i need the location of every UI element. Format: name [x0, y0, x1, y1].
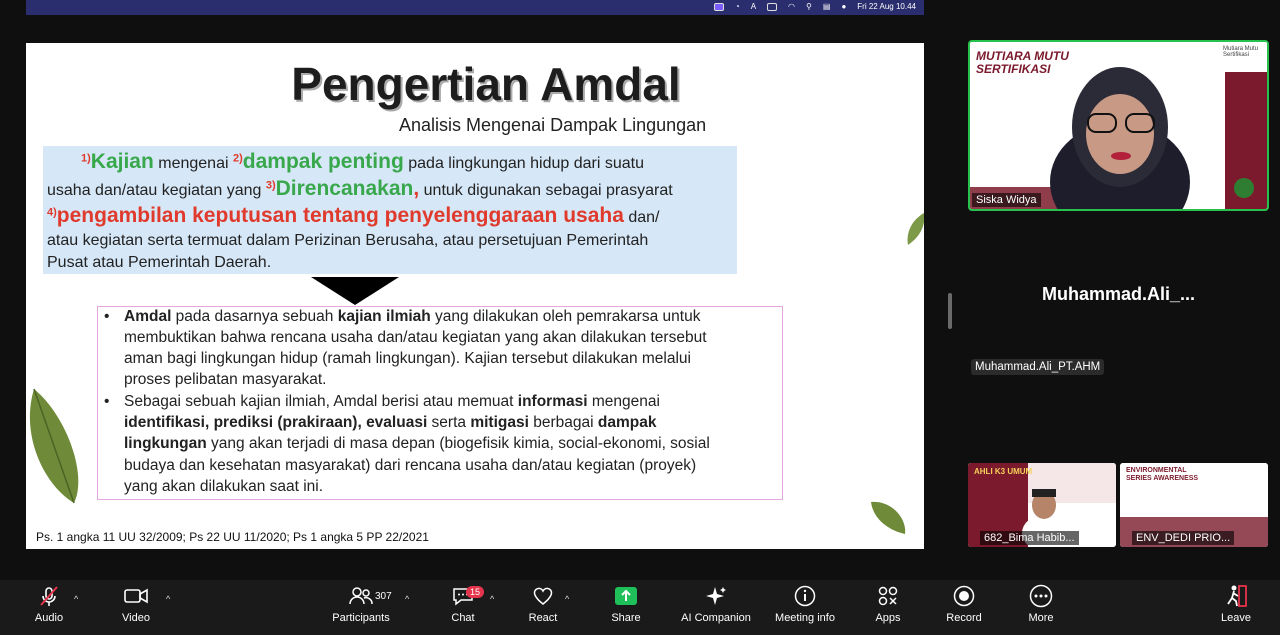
share-button[interactable] [610, 580, 642, 635]
leaf-decoration-icon [869, 498, 909, 538]
bullet-text: mengenai [587, 393, 660, 410]
keyword-kajian: Kajian [90, 150, 154, 173]
marker-4: 4) [47, 206, 57, 219]
more-label: More [1028, 612, 1054, 624]
meeting-info-label: Meeting info [775, 612, 835, 624]
bullet-text: prediksi (prakiraan), evaluasi [213, 414, 428, 431]
bullet-text: mitigasi [470, 414, 529, 431]
apps-label: Apps [875, 612, 901, 624]
meeting-toolbar [0, 580, 1280, 635]
participants-count: 307 [375, 591, 392, 602]
bullet-text: membuktikan bahwa rencana usaha dan/atau kegiatan yang akan dilakukan tersebut [124, 329, 707, 346]
meeting-info-button[interactable] [773, 580, 837, 635]
participant-name-label: ENV_DEDI PRIO... [1132, 531, 1234, 545]
search-icon[interactable]: ⚲ [806, 2, 812, 11]
participant-name-large: Muhammad.Ali_... [1041, 284, 1196, 304]
bullet-text: yang akan terjadi di masa depan (biogefisik kimia, social-ekonomi, sosial [206, 435, 710, 452]
bullet-text: yang akan dilakukan saat ini. [124, 478, 324, 495]
leaf-decoration-icon [26, 385, 82, 505]
bullet-text: pada dasarnya sebuah [171, 308, 338, 325]
brand-text [976, 50, 1069, 76]
definition-box [43, 146, 737, 274]
bullet-text: dampak [597, 414, 657, 431]
leave-icon [1224, 580, 1248, 612]
participant-name-label: Muhammad.Ali_PT.AHM [971, 359, 1104, 375]
camera-icon [124, 580, 148, 612]
bullet-text: Sebagai sebuah kajian ilmiah, Amdal berisi atau memuat [124, 393, 518, 410]
keyword-pengambilan-keputusan: pengambilan keputusan tentang penyelenggaraan usaha [56, 204, 624, 227]
bullet-box [97, 306, 783, 500]
marker-3: 3) [265, 179, 276, 192]
slide-footnote: Ps. 1 angka 11 UU 32/2009; Ps 22 UU 11/2020; Ps 1 angka 5 PP 22/2021 [36, 530, 429, 544]
def-text: pada lingkungan hidup dari suatu [403, 155, 644, 172]
ai-companion-label: AI Companion [681, 612, 751, 624]
def-text: atau kegiatan serta termuat dalam Perizinan Berusaha, atau persetujuan Pemerintah [47, 232, 649, 249]
participant-name-label: 682_Bima Habib... [980, 531, 1079, 545]
def-text: mengenai [153, 155, 233, 172]
chevron-up-icon[interactable]: ^ [490, 594, 495, 604]
bullet-dot: • [104, 393, 110, 410]
thumbnail-banner: AHLI K3 UMUM [974, 467, 1033, 476]
mic-muted-icon [38, 580, 60, 612]
video-label: Video [122, 612, 150, 624]
bullet-text: budaya dan kesehatan masyarakat) dari rencana usaha dan/atau kegiatan (proyek) [124, 457, 697, 474]
slide-subtitle: Analisis Mengenai Dampak Lingungan [399, 115, 707, 135]
active-speaker-video[interactable] [968, 40, 1269, 211]
react-label: React [528, 612, 558, 624]
more-icon [1029, 580, 1053, 612]
participants-label: Participants [332, 612, 390, 624]
apps-icon [877, 580, 899, 612]
wifi-icon[interactable]: ◠ [788, 2, 796, 11]
bullet-text: identifikasi, [124, 414, 210, 431]
leaf-decoration-icon [904, 211, 924, 247]
sparkle-icon [704, 580, 728, 612]
bullet-text: aman bagi lingkungan hidup (ramah lingkungan). Kajian tersebut dilakukan melalui [124, 350, 691, 367]
bullet-text: serta [427, 414, 471, 431]
audio-button[interactable] [30, 580, 68, 635]
leave-label: Leave [1221, 612, 1251, 624]
bullet-text: informasi [517, 393, 588, 410]
info-icon [794, 580, 816, 612]
record-icon [953, 580, 975, 612]
share-screen-icon [614, 580, 638, 612]
keyword-dampak-penting: dampak penting [242, 150, 404, 173]
battery-icon[interactable] [767, 3, 777, 11]
brand-line: SERTIFIKASI [976, 62, 1051, 76]
bullet-dot: • [104, 308, 110, 325]
thumbnail-banner: ENVIRONMENTAL SERIES AWARENESS [1126, 467, 1199, 482]
heart-icon [532, 580, 554, 612]
bullet-text: berbagai [528, 414, 598, 431]
control-center-icon[interactable]: ▤ [822, 2, 831, 11]
def-text: untuk digunakan sebagai prasyarat [419, 182, 673, 199]
participants-icon [349, 580, 373, 612]
participant-thumbnail[interactable] [968, 463, 1116, 547]
bullet-text: kajian ilmiah [337, 308, 431, 325]
share-label: Share [611, 612, 641, 624]
participant-thumbnail[interactable] [1120, 463, 1268, 547]
slide-title: Pengertian Amdal [291, 58, 681, 110]
record-label: Record [946, 612, 982, 624]
screen-share-icon[interactable] [714, 3, 724, 11]
user-icon[interactable]: ● [841, 2, 847, 11]
more-button[interactable] [1026, 580, 1056, 635]
keyword-direncanakan: Direncanakan [275, 177, 414, 200]
clock-icon[interactable]: ◔ [734, 2, 740, 11]
chat-label: Chat [451, 612, 475, 624]
bullet-text: proses pelibatan masyarakat. [124, 371, 327, 388]
audio-label: Audio [34, 612, 64, 624]
brand-line: MUTIARA MUTU [976, 49, 1069, 63]
bullet-text: yang dilakukan oleh pemrakarsa untuk [430, 308, 701, 325]
mac-menubar [26, 0, 924, 15]
def-text: Pusat atau Pemerintah Daerah. [47, 254, 272, 271]
menubar-status-icons [714, 2, 916, 11]
chevron-up-icon[interactable]: ^ [565, 594, 570, 604]
chevron-up-icon[interactable]: ^ [405, 594, 410, 604]
speaker-name-label: Siska Widya [972, 193, 1041, 207]
chat-unread-badge: 15 [466, 586, 484, 598]
bullet-text: Amdal [124, 308, 172, 325]
chevron-up-icon[interactable]: ^ [166, 594, 171, 604]
brand-logo-text: Mutiara Mutu Sertifikasi [1223, 46, 1259, 58]
down-arrow-shape [311, 277, 399, 305]
record-button[interactable] [944, 580, 984, 635]
shared-slide [26, 43, 924, 549]
ai-companion-button[interactable] [680, 580, 752, 635]
keyboard-icon[interactable]: A [750, 2, 757, 11]
marker-2: 2) [232, 152, 243, 165]
chevron-up-icon[interactable]: ^ [74, 594, 79, 604]
bullet-text: lingkungan [124, 435, 207, 452]
menubar-datetime: Fri 22 Aug 10.44 [857, 2, 916, 11]
marker-1: 1) [81, 152, 91, 165]
panel-resize-handle[interactable] [948, 293, 952, 329]
react-button[interactable] [526, 580, 560, 635]
apps-button[interactable] [874, 580, 902, 635]
def-text: usaha dan/atau kegiatan yang [47, 182, 266, 199]
video-button[interactable] [118, 580, 154, 635]
leave-button[interactable] [1220, 580, 1252, 635]
def-comma: , [413, 177, 420, 200]
participants-button[interactable] [330, 580, 392, 635]
def-text: dan/ [623, 209, 660, 226]
